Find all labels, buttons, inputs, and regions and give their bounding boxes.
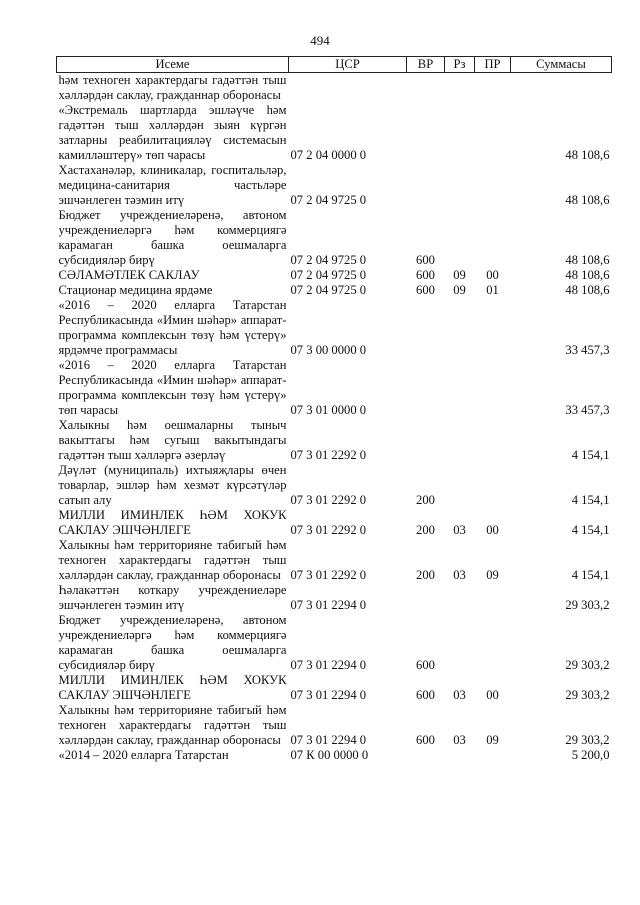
cell-vr: 600 (416, 283, 435, 297)
table-row (57, 508, 612, 538)
page-number: 494 (310, 33, 330, 48)
table-row (57, 538, 612, 583)
cell-vr (407, 748, 445, 763)
cell-vr: 200 (416, 493, 435, 507)
cell-rz (445, 208, 475, 268)
cell-csr (289, 73, 407, 104)
cell-rz (445, 358, 475, 418)
cell-pr: 00 (486, 688, 499, 702)
cell-pr: 01 (486, 283, 499, 297)
table-row (57, 163, 612, 208)
cell-csr: 07 3 01 0000 0 (290, 403, 367, 417)
cell-rz: 03 (453, 688, 466, 702)
cell-pr: 00 (486, 268, 499, 282)
cell-sum: 48 108,6 (565, 268, 610, 282)
cell-pr (475, 163, 511, 208)
cell-name: Һәлакәттән коткару учреждениеләре эшчәнлеген тәэмин итү (58, 583, 287, 612)
cell-sum: 29 303,2 (565, 688, 610, 702)
cell-name: «2016 – 2020 елларга Татарстан Республикасында «Имин шәһәр» аппарат-программа комплексын төзү һәм үстерү» ярдәмче программасы (58, 298, 287, 357)
cell-csr: 07 2 04 9725 0 (290, 193, 367, 207)
cell-sum: 4 154,1 (571, 568, 610, 582)
cell-vr: 600 (416, 688, 435, 702)
cell-name: «Экстремаль шартларда эшләүче һәм гадәттән тыш хәлләрдән зыян күргән затларны реабилитацияләү системасын камилләштерү» төп чарасы (58, 103, 287, 162)
cell-sum: 29 303,2 (565, 733, 610, 747)
cell-rz: 03 (453, 568, 466, 582)
cell-pr (475, 748, 511, 763)
cell-vr: 600 (416, 253, 435, 267)
cell-sum: 33 457,3 (565, 343, 610, 357)
table-row (57, 103, 612, 163)
cell-name: «2016 – 2020 елларга Татарстан Республикасында «Имин шәһәр» аппарат-программа комплексын төзү һәм үстерү» төп чарасы (58, 358, 287, 417)
cell-sum: 4 154,1 (571, 448, 610, 462)
cell-rz (445, 613, 475, 673)
table-row (57, 613, 612, 673)
table-row (57, 208, 612, 268)
table-row (57, 298, 612, 358)
cell-sum: 48 108,6 (565, 148, 610, 162)
cell-pr: 09 (486, 733, 499, 747)
cell-vr (407, 298, 445, 358)
cell-csr: 07 3 01 2294 0 (290, 688, 367, 702)
cell-pr (475, 103, 511, 163)
cell-vr: 200 (416, 523, 435, 537)
cell-pr (475, 418, 511, 463)
cell-pr (475, 73, 511, 104)
cell-vr (407, 73, 445, 104)
cell-csr: 07 3 01 2292 0 (290, 493, 367, 507)
cell-rz (445, 418, 475, 463)
cell-vr (407, 358, 445, 418)
table-row (57, 268, 612, 283)
cell-csr: 07 3 01 2292 0 (290, 568, 367, 582)
cell-csr: 07 3 01 2292 0 (290, 523, 367, 537)
cell-pr (475, 613, 511, 673)
cell-sum: 5 200,0 (571, 748, 610, 762)
cell-rz (445, 103, 475, 163)
cell-name: Халыкны һәм оешмаларны тыныч вакыттагы һәм сугыш вакытындагы гадәттән тыш хәлләргә әзерләү (58, 418, 287, 462)
cell-rz (445, 748, 475, 763)
cell-sum: 48 108,6 (565, 283, 610, 297)
cell-vr: 600 (416, 268, 435, 282)
header-pr: ПР (475, 57, 511, 73)
cell-csr: 07 2 04 9725 0 (290, 253, 367, 267)
table-header (57, 57, 612, 73)
cell-pr: 00 (486, 523, 499, 537)
cell-vr: 200 (416, 568, 435, 582)
cell-vr: 600 (416, 658, 435, 672)
budget-table (56, 56, 612, 763)
header-csr: ЦСР (289, 57, 407, 73)
cell-csr: 07 3 01 2294 0 (290, 733, 367, 747)
cell-rz (445, 163, 475, 208)
cell-name: һәм техноген характердагы гадәттән тыш хәлләрдән саклау, гражданнар оборонасы (58, 73, 287, 102)
cell-pr (475, 208, 511, 268)
cell-name: Халыкны һәм территорияне табигый һәм техноген характердагы гадәттән тыш хәлләрдән саклау, гражданнар оборонасы (58, 538, 287, 582)
cell-rz: 03 (453, 523, 466, 537)
cell-name: Халыкны һәм территорияне табигый һәм техноген характердагы гадәттән тыш хәлләрдән саклау, гражданнар оборонасы (58, 703, 287, 747)
cell-rz: 09 (453, 283, 466, 297)
table-row (57, 358, 612, 418)
cell-pr: 09 (486, 568, 499, 582)
cell-csr: 07 2 04 9725 0 (290, 268, 367, 282)
table-row (57, 463, 612, 508)
cell-csr: 07 3 01 2294 0 (290, 598, 367, 612)
cell-vr (407, 103, 445, 163)
cell-rz (445, 73, 475, 104)
cell-sum: 29 303,2 (565, 598, 610, 612)
cell-sum: 33 457,3 (565, 403, 610, 417)
cell-rz: 09 (453, 268, 466, 282)
cell-name: «2014 – 2020 елларга Татарстан (58, 748, 229, 762)
table-row (57, 583, 612, 613)
cell-vr (407, 163, 445, 208)
cell-csr: 07 3 01 2292 0 (290, 448, 367, 462)
cell-name: СӘЛАМӘТЛЕК САКЛАУ (58, 268, 200, 282)
cell-vr (407, 583, 445, 613)
table-row (57, 703, 612, 748)
header-vr: ВР (407, 57, 445, 73)
cell-pr (475, 358, 511, 418)
cell-csr: 07 2 04 0000 0 (290, 148, 367, 162)
cell-name: Дәүләт (муниципаль) ихтыяҗлары өчен товарлар, эшләр һәм хезмәт күрсәтүләр сатып алу (58, 463, 287, 507)
cell-sum: 29 303,2 (565, 658, 610, 672)
table-body (57, 73, 612, 764)
cell-name: Хастаханәләр, клиникалар, госпитальләр, медицина-санитария частьләре эшчәнлеген тәэмин итү (58, 163, 287, 207)
cell-pr (475, 583, 511, 613)
cell-pr (475, 298, 511, 358)
table-row (57, 73, 612, 104)
cell-name: Бюджет учреждениеләренә, автоном учреждениеләргә һәм коммерциягә карамаган башка оешмаларга субсидияләр бирү (58, 613, 287, 672)
cell-sum: 48 108,6 (565, 253, 610, 267)
cell-csr: 07 3 00 0000 0 (290, 343, 367, 357)
table-row (57, 283, 612, 298)
header-sum: Суммасы (511, 57, 612, 73)
table-row (57, 748, 612, 763)
header-rz: Рз (445, 57, 475, 73)
table-row (57, 418, 612, 463)
table-row (57, 673, 612, 703)
cell-rz (445, 583, 475, 613)
cell-name: Бюджет учреждениеләренә, автоном учреждениеләргә һәм коммерциягә карамаган башка оешмаларга субсидияләр бирү (58, 208, 287, 267)
cell-sum: 4 154,1 (571, 523, 610, 537)
cell-name: МИЛЛИ ИМИНЛЕК ҺӘМ ХОКУК САКЛАУ ЭШЧӘНЛЕГЕ (58, 673, 287, 702)
cell-pr (475, 463, 511, 508)
cell-csr: 07 К 00 0000 0 (290, 748, 369, 762)
cell-rz: 03 (453, 733, 466, 747)
cell-name: Стационар медицина ярдәме (58, 283, 213, 297)
cell-sum (511, 73, 612, 104)
cell-vr: 600 (416, 733, 435, 747)
cell-name: МИЛЛИ ИМИНЛЕК ҺӘМ ХОКУК САКЛАУ ЭШЧӘНЛЕГЕ (58, 508, 287, 537)
cell-sum: 48 108,6 (565, 193, 610, 207)
cell-rz (445, 463, 475, 508)
cell-sum: 4 154,1 (571, 493, 610, 507)
cell-csr: 07 2 04 9725 0 (290, 283, 367, 297)
header-name: Исеме (57, 57, 289, 73)
cell-vr (407, 418, 445, 463)
cell-rz (445, 298, 475, 358)
cell-csr: 07 3 01 2294 0 (290, 658, 367, 672)
